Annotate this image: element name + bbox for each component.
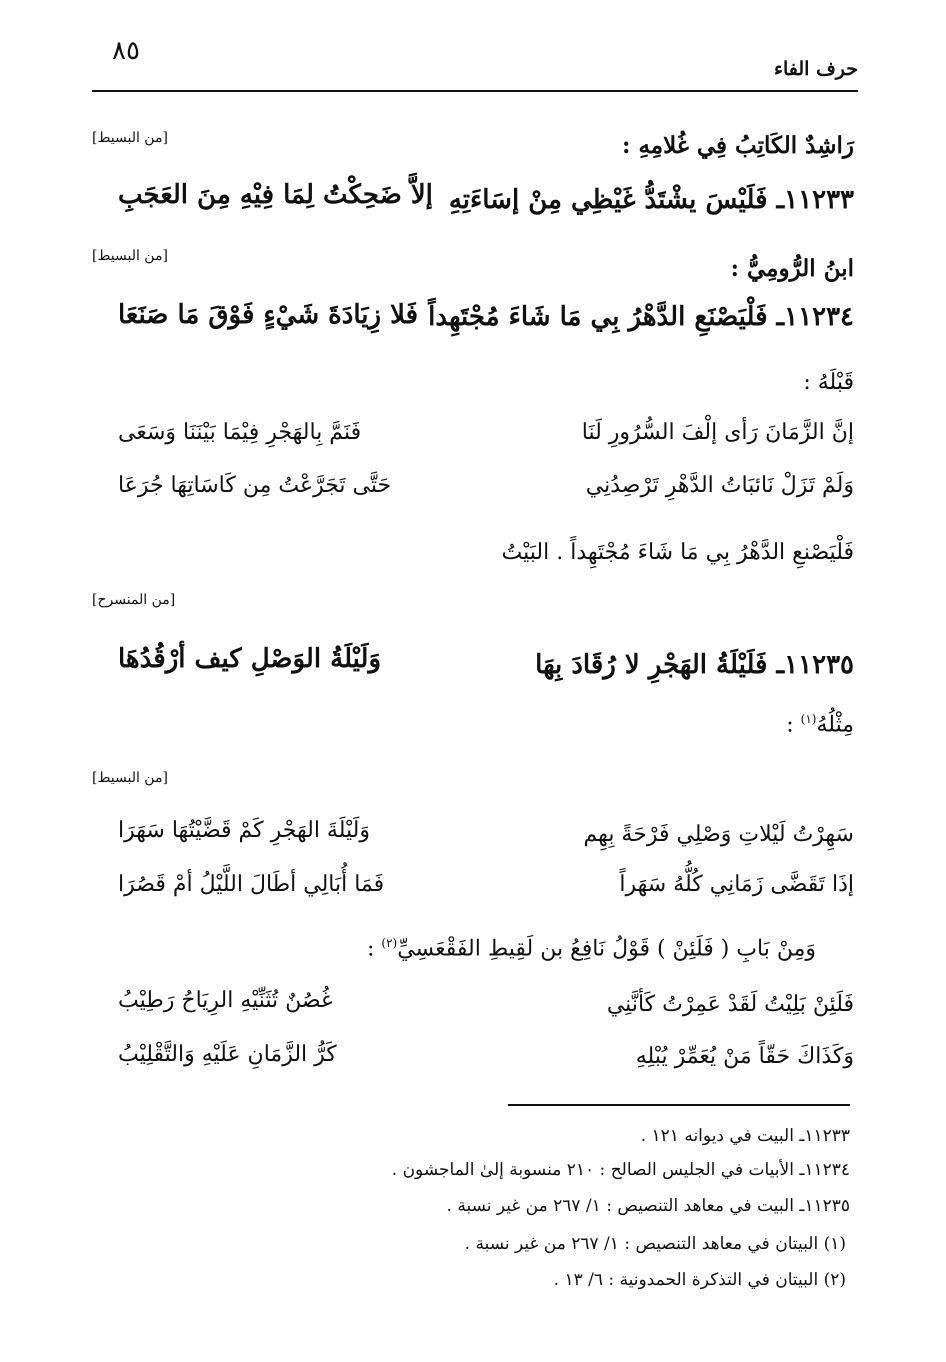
verse-hemistich-right: ١١٢٣٣ـ فَلَيْسَ يشْتَدُّ غَيْظِي مِنْ إسَاءَتِهِ [448,185,854,215]
meter-label: [من البسيط] [92,248,168,264]
meter-label: [من المنسرح] [92,592,176,608]
verse-hemistich-right: إذَا تَقَضَّى زَمَانِي كُلُّهُ سَهَراً [619,872,854,897]
verse-hemistich-left: كَرُّ الزَّمَانِ عَلَيْهِ وَالتَّقْلِيْبُ [118,1042,337,1067]
verse-hemistich-left: فَمَا أُبَالِي أطَالَ اللَّيْلُ أمْ قَصُرَا [118,872,385,897]
verse-hemistich-right: ١١٢٣٥ـ فَلَيْلَةُ الهَجْرِ لا رُقَادَ بِهَا [535,650,854,680]
footnote: (١) البيتان في معاهد التنصيص : ١/ ٢٦٧ من غير نسبة . [464,1234,846,1254]
intro-text: مِثْلُهُ [816,712,854,738]
verse-hemistich-right: سَهِرْتُ لَيْلاتِ وَصْلِي فَرْحَةً بِهِم [583,822,854,847]
intro-tail: : [786,712,801,738]
footnote: ١١٢٣٥ـ البيت في معاهد التنصيص : ١/ ٢٦٧ من غير نسبة . [446,1196,850,1216]
chapter-text: وَمِنْ بَابِ ( فَلَئِنْ ) قَوْلُ نَافِعُ بن لَقِيطِ الفَقْعَسِيِّ [397,936,816,962]
footnote-marker[interactable]: (٢) [381,936,398,950]
chapter-intro [367,936,816,961]
verse-closing: فَلْيَصْنعِ الدَّهْرُ بِي مَا شَاءَ مُجْتَهِداً . البَيْتُ [501,540,854,565]
footnote: (٢) البيتان في التذكرة الحمدونية : ٦/ ١٣ . [553,1270,846,1290]
verse-hemistich-right: إنَّ الزَّمَانَ رَأى إلْفَ السُّرُورِ لَنَا [581,420,854,445]
verse-hemistich-left: إلاَّ ضَحِكْتُ لِمَا فِيْهِ مِنَ العَجَبِ [118,180,433,210]
footnote: ١١٢٣٣ـ البيت في ديوانه ١٢١ . [640,1126,850,1146]
verse-hemistich-left: فَلا زِيَادَةَ شَيْءٍ فَوْقَ مَا صَنَعَا [118,300,419,330]
footnote: ١١٢٣٤ـ الأبيات في الجليس الصالح : ٢١٠ منسوبة إلىٰ الماجشون . [391,1160,850,1180]
verse-hemistich-right: ١١٢٣٤ـ فَلْيَصْنَعِ الدَّهْرُ بِي مَا شَاءَ مُجْتَهِداً [428,302,854,332]
running-title: حرف الفاء [774,58,858,80]
verse-hemistich-right: وَكَذَاكَ حَقّاً مَنْ يُعَمِّرْ يُبْلِهِ [635,1044,854,1069]
footnote-marker[interactable]: (١) [800,712,817,726]
verse-hemistich-right: فَلَئِنْ بَلِيْتُ لَقَدْ عَمِرْتُ كَأنَّنِي [606,992,854,1017]
verse-hemistich-left: وَلَيْلَةَ الهَجْرِ كَمْ قَضَّيْتُهَا سَهَرَا [118,818,370,843]
meter-label: [من البسيط] [92,770,168,786]
footnote-rule [508,1104,850,1106]
chapter-tail: : [366,936,382,962]
verse-intro: قَبْلَهُ : [803,370,854,395]
meter-label: [من البسيط] [92,130,168,146]
poet-name: ابنُ الرُّومِيُّ : [730,255,854,282]
poet-name: رَاشِدٌ الكَاتِبُ فِي غُلامِهِ : [621,132,854,159]
verse-hemistich-left: وَلَيْلَةُ الوَصْلِ كيف أرْقُدُهَا [118,644,381,674]
verse-hemistich-left: فَنَمَّ بِالهَجْرِ فِيْمَا بَيْنَنَا وَسَعَى [118,420,362,445]
verse-hemistich-left: غُصُنٌ تُثَنِّيْهِ الرِيَاحُ رَطِيْبُ [118,988,333,1013]
page-number: ٨٥ [112,36,140,66]
verse-hemistich-right: وَلَمْ تَزَلْ نَائبَاتُ الدَّهْرِ تَرْصِدُنِي [585,473,854,498]
header-rule [92,90,858,92]
verse-hemistich-left: حَتَّى تَجَرَّعْتُ مِن كَاسَاتِهَا جُرَعَا [118,473,392,498]
verse-intro [786,712,854,737]
